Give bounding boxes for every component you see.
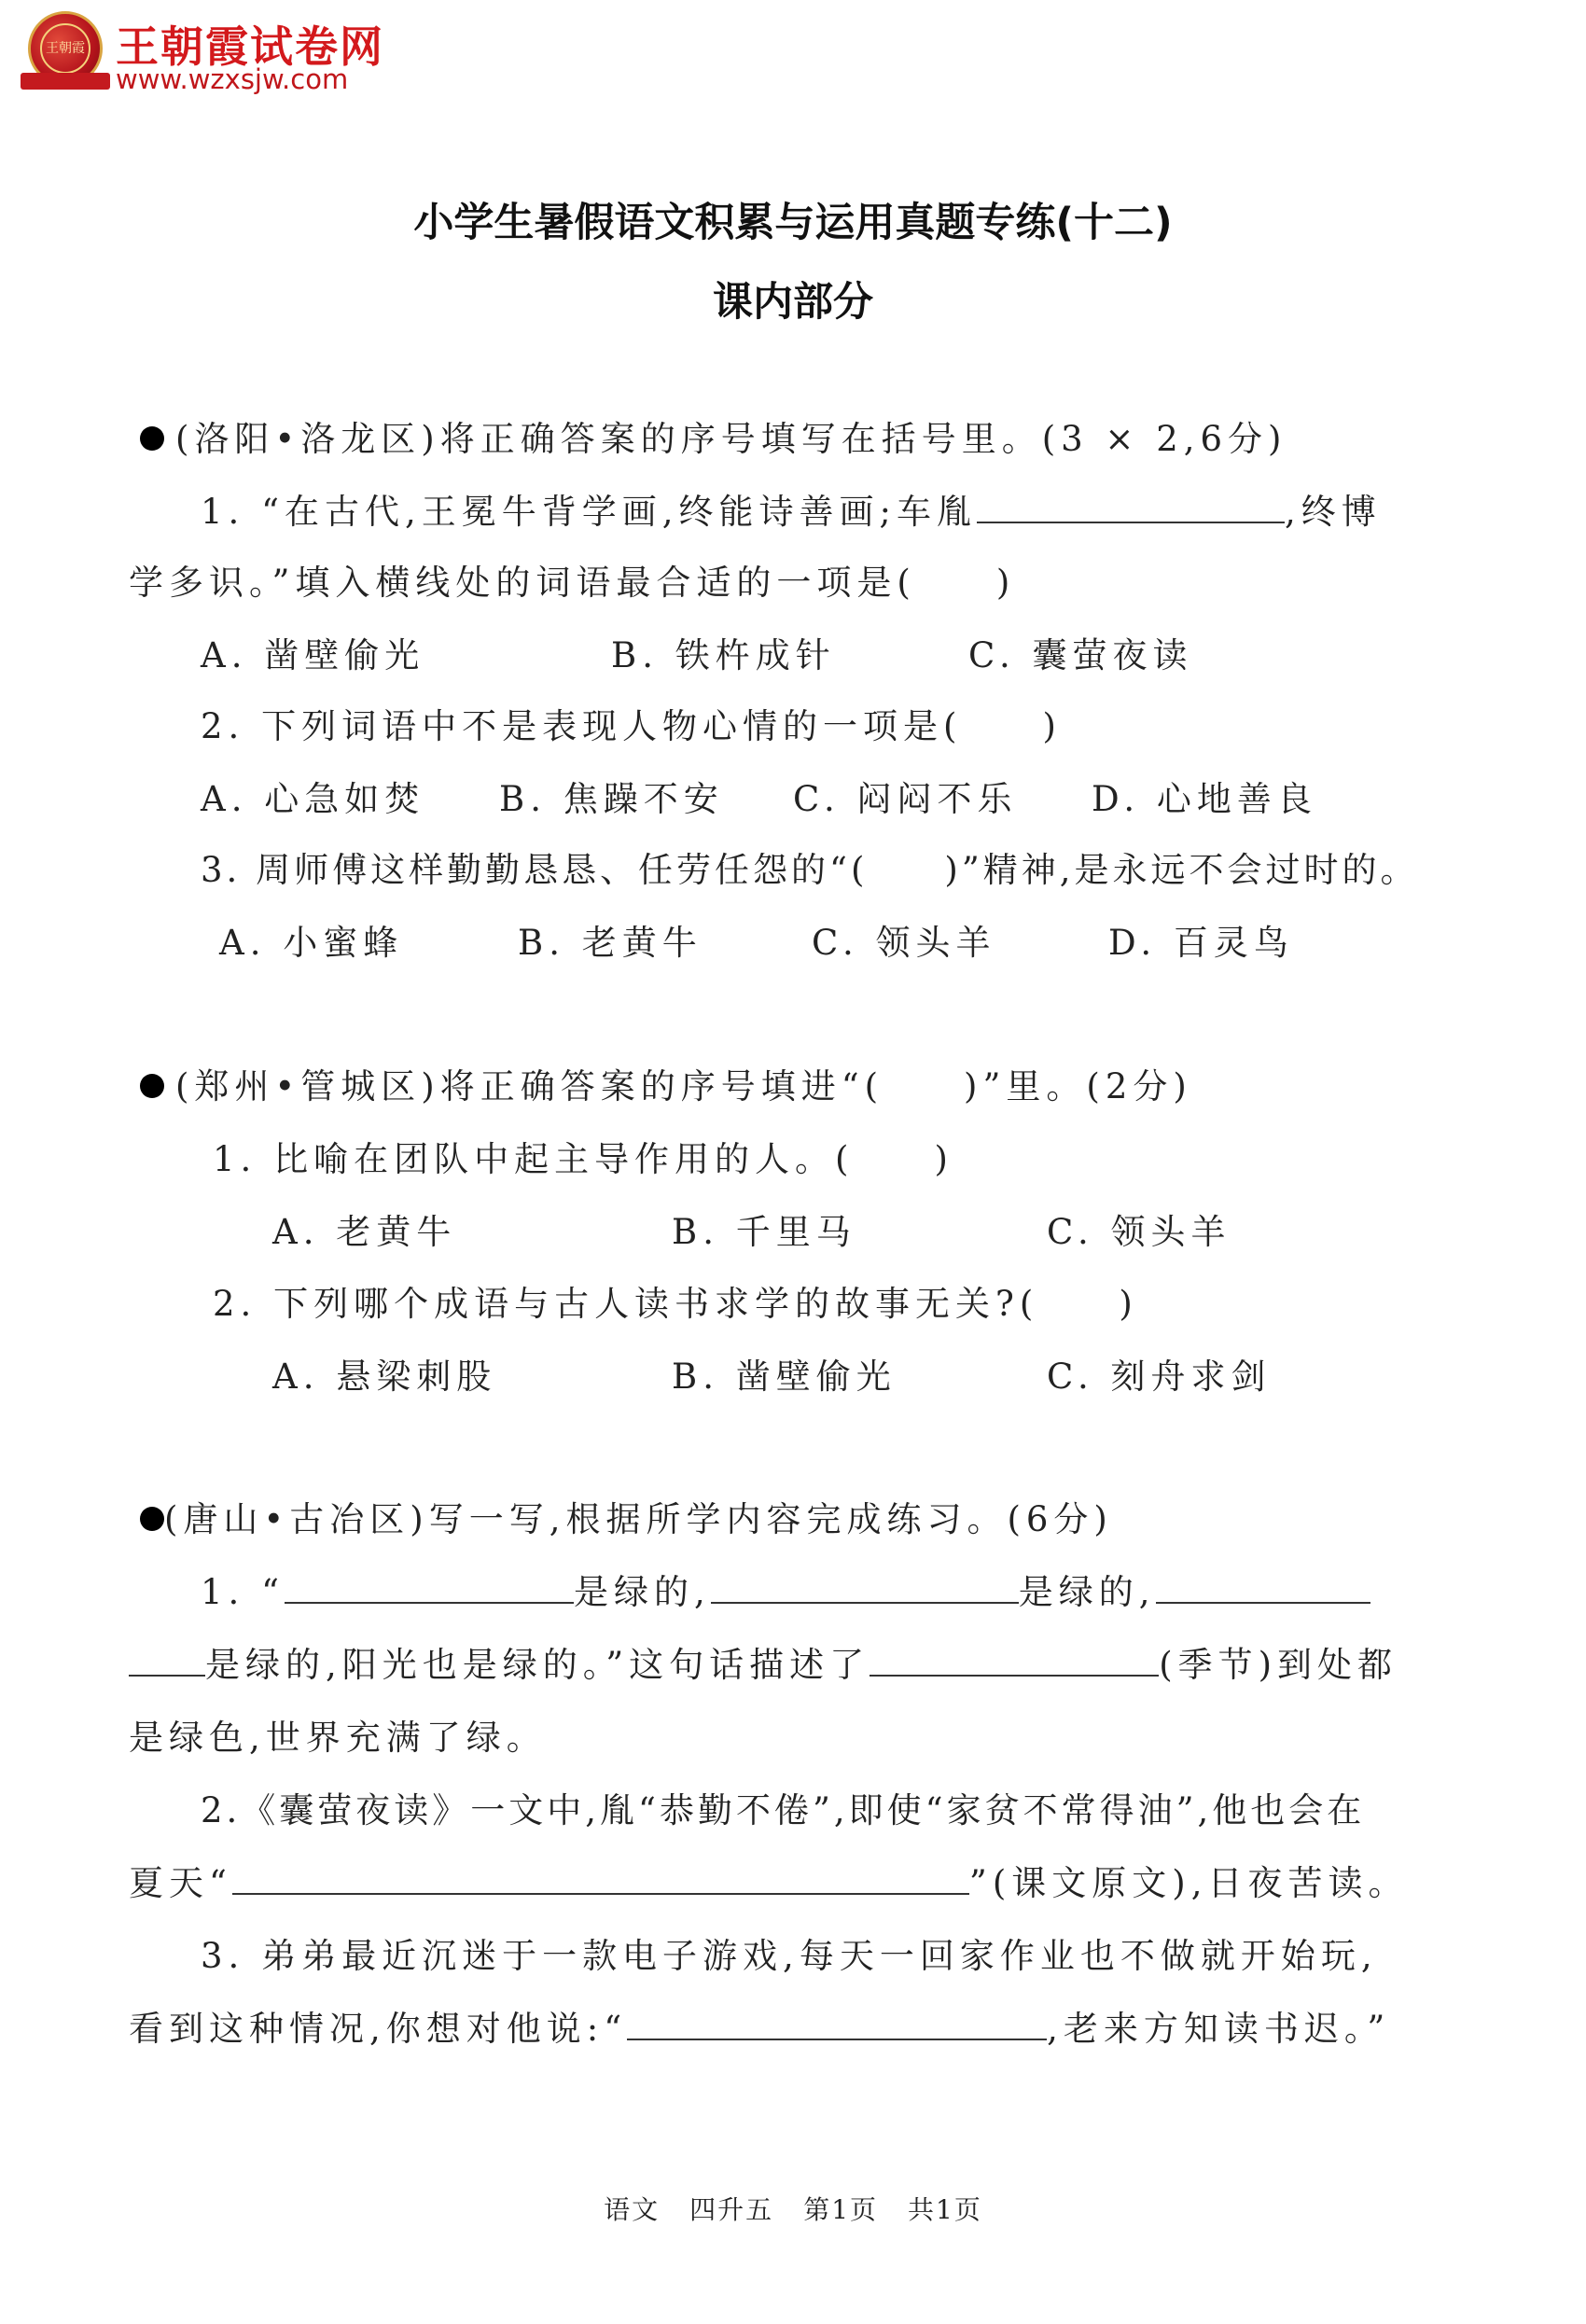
- logo-ribbon: [21, 73, 110, 90]
- s1-q1-line2: 学多识。”填入横线处的词语最合适的一项是( ): [129, 563, 1016, 603]
- s3-q3-blank[interactable]: [627, 2005, 1047, 2040]
- s2-q1-option-a: A. 老黄牛: [272, 1212, 457, 1252]
- brand-url[interactable]: www.wzxsjw.com: [116, 63, 349, 95]
- s3-q1-line2: [129, 1636, 1398, 1687]
- s1-q3-option-b: B. 老黄牛: [518, 923, 703, 963]
- bullet-icon: [140, 1507, 164, 1531]
- s1-q3-option-d: D. 百灵鸟: [1108, 923, 1294, 963]
- s1-q3: 3. 周师傅这样勤勤恳恳、任劳任怨的“( )”精神,是永远不会过时的。: [201, 850, 1419, 890]
- s2-q2: 2. 下列哪个成语与古人读书求学的故事无关?( ): [213, 1284, 1138, 1324]
- s1-q1-option-c: C. 囊萤夜读: [968, 635, 1193, 675]
- s1-q1-text-b: ,终博: [1284, 492, 1382, 532]
- footer-page: 第1页: [803, 2194, 879, 2225]
- s1-q3-option-a: A. 小蜜蜂: [219, 923, 404, 963]
- s3-q1-line1: [201, 1564, 1370, 1614]
- s1-q2: 2. 下列词语中不是表现人物心情的一项是( ): [201, 706, 1062, 746]
- bullet-icon: [140, 1074, 164, 1098]
- page-title: 小学生暑假语文积累与运用真题专练(十二): [413, 200, 1173, 246]
- s1-q1-text-a: 1. “在古代,王冕牛背学画,终能诗善画;车胤: [201, 492, 977, 532]
- s3-q2-line1: 2.《囊萤夜读》一文中,胤“恭勤不倦”,即使“家贫不常得油”,他也会在: [201, 1790, 1366, 1830]
- s2-q2-option-a: A. 悬梁刺股: [272, 1357, 497, 1397]
- s3-q1-blank-2[interactable]: [711, 1568, 1019, 1604]
- brand-name: 王朝霞试卷网: [116, 21, 384, 72]
- s1-q3-option-c: C. 领头羊: [812, 923, 996, 963]
- s1-q1-line1: [201, 483, 1382, 534]
- footer-grade: 四升五: [689, 2194, 774, 2225]
- s1-q2-option-c: C. 闷闷不乐: [793, 779, 1018, 819]
- s3-q3-line1: 3. 弟弟最近沉迷于一款电子游戏,每天一回家作业也不做就开始玩,: [201, 1936, 1378, 1976]
- s1-q1-option-a: A. 凿壁偷光: [201, 635, 425, 675]
- section2-heading: [140, 1058, 1192, 1108]
- s1-q2-option-d: D. 心地善良: [1092, 779, 1317, 819]
- s3-q1-blank-1[interactable]: [285, 1568, 574, 1604]
- page-footer: [0, 2190, 1586, 2227]
- s3-q3-line2: [129, 2000, 1390, 2051]
- s3-q2-blank[interactable]: [232, 1859, 969, 1895]
- s3-q2-line2: [129, 1855, 1408, 1905]
- s1-q1-option-b: B. 铁杵成针: [611, 635, 836, 675]
- s3-q1-text-b: 是绿的,: [573, 1572, 711, 1612]
- s3-q3-text-b: 看到这种情况,你想对他说:“: [129, 2009, 628, 2049]
- s3-q1-line3: 是绿色,世界充满了绿。: [129, 1718, 547, 1758]
- section1-heading: [140, 411, 1287, 461]
- s3-q1-blank-4[interactable]: [870, 1641, 1159, 1677]
- s3-q1-text-d: 是绿的,阳光也是绿的。”这句话描述了: [205, 1645, 870, 1685]
- footer-total: 共1页: [908, 2194, 982, 2225]
- section1-heading-text: (洛阳•洛龙区)将正确答案的序号填写在括号里。(3 × 2,6分): [175, 419, 1287, 459]
- s1-q2-option-a: A. 心急如焚: [201, 779, 425, 819]
- s3-q1-text-e: (季节)到处都: [1159, 1645, 1398, 1685]
- s3-q2-text-c: ”(课文原文),日夜苦读。: [968, 1863, 1409, 1903]
- bullet-icon: [140, 426, 164, 451]
- s2-q1-option-b: B. 千里马: [672, 1212, 856, 1252]
- s3-q1-text-c: 是绿的,: [1018, 1572, 1156, 1612]
- s1-q1-blank[interactable]: [977, 488, 1285, 523]
- s3-q3-text-c: ,老来方知读书迟。”: [1047, 2009, 1391, 2049]
- s2-q2-option-c: C. 刻舟求剑: [1047, 1357, 1272, 1397]
- s3-q1-text-a: 1. “: [201, 1572, 285, 1612]
- section3-heading-text: (唐山•古冶区)写一写,根据所学内容完成练习。(6分): [164, 1499, 1113, 1539]
- logo-seal-text: 王朝霞: [40, 23, 90, 74]
- page-subtitle: 课内部分: [713, 279, 873, 326]
- s2-q2-option-b: B. 凿壁偷光: [672, 1357, 897, 1397]
- section2-heading-text: (郑州•管城区)将正确答案的序号填进“( )”里。(2分): [175, 1066, 1192, 1106]
- s3-q1-blank-3b[interactable]: [129, 1641, 205, 1677]
- s3-q2-text-b: 夏天“: [129, 1863, 232, 1903]
- s1-q2-option-b: B. 焦躁不安: [499, 779, 724, 819]
- s2-q1: 1. 比喻在团队中起主导作用的人。( ): [213, 1139, 953, 1179]
- section3-heading: [140, 1491, 1113, 1541]
- footer-subject: 语文: [604, 2194, 661, 2225]
- s3-q1-blank-3[interactable]: [1156, 1568, 1370, 1604]
- s2-q1-option-c: C. 领头羊: [1047, 1212, 1231, 1252]
